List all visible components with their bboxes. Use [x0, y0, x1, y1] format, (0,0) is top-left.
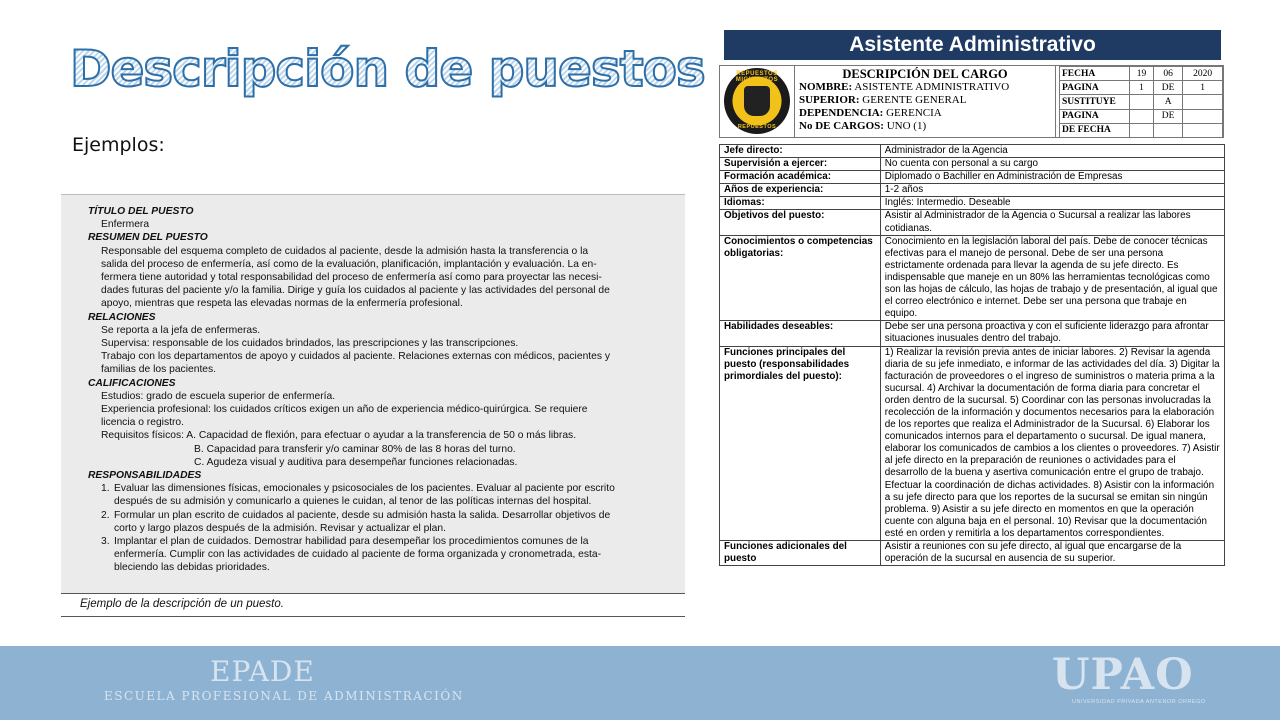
description-line: familias de los pacientes.: [101, 364, 217, 376]
job-form-table: [719, 144, 1225, 566]
description-line: dades futuras del paciente y/o la familia. Dirige y guía los cuidados al paciente y las actividades del personal de: [101, 285, 610, 297]
cargo-label: NOMBRE:: [799, 81, 853, 93]
responsibility-line: [88, 535, 665, 548]
cargo-title: DESCRIPCIÓN DEL CARGO: [842, 67, 1008, 81]
description-line: Se reporta a la jefa de enfermeras.: [101, 324, 261, 336]
cargo-line: [799, 120, 1051, 133]
form-row: [720, 321, 1225, 346]
meta-value: DE: [1154, 81, 1183, 95]
description-line: B. Capacidad para transferir y/o caminar 80% de las 8 horas del turno.: [194, 443, 516, 455]
description-line: Trabajo con los departamentos de apoyo y cuidados al paciente. Relaciones externas con médicos, pacientes y: [101, 351, 611, 363]
document-meta-table: [1059, 66, 1223, 138]
form-field-label: Funciones adicionales del puesto: [720, 541, 881, 566]
form-field-label: Funciones principales del puesto (responsabilidades primordiales del puesto):: [720, 346, 881, 541]
section-heading: RELACIONES: [88, 311, 156, 323]
description-line: Responsable del esquema completo de cuidados al paciente, desde la admisión hasta la transferencia o la: [101, 245, 589, 257]
form-field-value: 1-2 años: [880, 184, 1224, 197]
responsibility-text: Evaluar las dimensiones físicas, emocionales y psicosociales de los pacientes. Evaluar al paciente por escrito: [114, 483, 615, 495]
responsibility-line: [88, 548, 665, 561]
responsibility-text: después de su admisión y comunicarlo a quienes le cuidan, al tenor de las políticas internas del hospital.: [114, 496, 592, 508]
list-number: [101, 522, 114, 535]
meta-value: [1183, 123, 1223, 137]
form-field-label: Formación académica:: [720, 171, 881, 184]
cargo-value: UNO (1): [883, 120, 927, 132]
meta-label: PAGINA: [1060, 81, 1130, 95]
responsibility-line: [88, 495, 665, 508]
upao-logo: UPAO: [1052, 650, 1194, 700]
responsibility-text: Formular un plan escrito de cuidados al paciente, desde su admisión hasta la salida. Desarrollar objetivos de: [114, 509, 611, 521]
responsibility-line: [88, 561, 665, 574]
form-row: [720, 171, 1225, 184]
caption-divider-bottom: [61, 616, 685, 617]
meta-row: [1060, 109, 1223, 123]
meta-value: [1183, 109, 1223, 123]
cargo-summary: [794, 66, 1056, 137]
responsibility-line: [88, 509, 665, 522]
meta-value: 1: [1183, 81, 1223, 95]
meta-row: [1060, 81, 1223, 95]
form-field-value: Asistir al Administrador de la Agencia o Sucursal a realizar las labores cotidianas.: [880, 210, 1224, 235]
example-caption: Ejemplo de la descripción de un puesto.: [80, 598, 284, 610]
epade-logo: EPADE: [210, 655, 315, 688]
footer-bar: [0, 646, 1280, 720]
caption-divider-top: [61, 593, 685, 594]
description-line: fermera tiene autoridad y total responsabilidad del proceso de enfermería así como para proyectar las necesi-: [101, 272, 602, 284]
responsibility-line: [88, 522, 665, 535]
slide-subtitle: Ejemplos:: [72, 134, 165, 156]
upao-subtitle: UNIVERSIDAD PRIVADA ANTENOR ORREGO: [1072, 699, 1206, 705]
description-line: licencia o registro.: [101, 417, 184, 429]
form-field-label: Años de experiencia:: [720, 184, 881, 197]
meta-value: 2020: [1183, 67, 1223, 81]
responsibility-text: corto y largo plazos después de la admisión. Revisar y actualizar el plan.: [114, 522, 446, 534]
form-field-label: Conocimientos o competencias obligatorias:: [720, 235, 881, 321]
cargo-value: GERENTE GENERAL: [859, 94, 967, 106]
description-line: apoyo, mientras que respeta las elevadas normas de la enfermería profesional.: [101, 298, 463, 310]
cargo-label: SUPERIOR:: [799, 94, 860, 106]
meta-value: 1: [1130, 81, 1154, 95]
form-row: [720, 184, 1225, 197]
description-line: C. Agudeza visual y auditiva para desempeñar funciones relacionadas.: [194, 456, 518, 468]
description-line: Estudios: grado de escuela superior de enfermería.: [101, 390, 336, 402]
form-row: [720, 210, 1225, 235]
meta-row: [1060, 123, 1223, 137]
logo-bottom-text: REPUESTOS: [737, 124, 777, 130]
epade-subtitle: ESCUELA PROFESIONAL DE ADMINISTRACIÓN: [104, 689, 464, 703]
meta-row: [1060, 95, 1223, 109]
list-number: [101, 561, 114, 574]
form-field-label: Supervisión a ejercer:: [720, 158, 881, 171]
list-number: 3.: [101, 536, 110, 548]
form-field-value: 1) Realizar la revisión previa antes de iniciar labores. 2) Revisar la agenda diaria de su jefe inmediato, e informar de las actividades del día. 3) Digitar la facturación de proveedores o el ingreso de suministros o materia prima a la sucursal. 4) Archivar la documentación de forma diaria para concretar el orden dentro de la sucursal. 5) Coordinar con las personas involucradas la recolección de la información y documentos necesarios para la elaboración de los reportes que realiza el Administrador de la Sucursal. 6) Elaborar los comunicados internos para el departamento o sucursal. De igual manera, elaborar los comunicados de cambios a los clientes o proveedores. 7) Asistir al jefe directo en la preparación de reuniones o actividades para el desarrollo de la buena y asertiva comunicación entre el grupo de trabajo. Efectuar la coordinación de dichas actividades. 8) Asistir con la información a su jefe directo para que los reportes de la sucursal se emitan sin ningún problema. 9) Asistir a su jefe directo en momentos en que la operación cuente con alguna baja en el personal. 10) Revisar que la documentación esté en orden y remitirla a los departamentos correspondientes.: [880, 346, 1224, 541]
description-line: Requisitos físicos: A. Capacidad de flexión, para efectuar o ayudar a la transferencia de 50 o más libras.: [101, 430, 577, 442]
form-field-label: Jefe directo:: [720, 145, 881, 158]
meta-value: A: [1154, 95, 1183, 109]
form-top-section: [719, 65, 1224, 138]
form-field-label: Habilidades deseables:: [720, 321, 881, 346]
form-row: [720, 235, 1225, 321]
cargo-label: No DE CARGOS:: [799, 120, 884, 132]
meta-label: DE FECHA: [1060, 123, 1130, 137]
description-line: Experiencia profesional: los cuidados críticos exigen un año de experiencia médico-quirúrgica. Se requiere: [101, 404, 588, 416]
meta-value: [1130, 123, 1154, 137]
form-field-value: Debe ser una persona proactiva y con el suficiente liderazgo para afrontar situaciones inusuales dentro del trabajo.: [880, 321, 1224, 346]
meta-value: 19: [1130, 67, 1154, 81]
company-logo: [724, 68, 790, 134]
meta-label: SUSTITUYE: [1060, 95, 1130, 109]
form-row: [720, 158, 1225, 171]
cargo-line: [799, 81, 1051, 94]
form-field-label: Idiomas:: [720, 197, 881, 210]
meta-value: 06: [1154, 67, 1183, 81]
piston-icon: [744, 86, 770, 116]
form-header: Asistente Administrativo: [724, 30, 1221, 60]
meta-value: [1130, 109, 1154, 123]
form-row: [720, 346, 1225, 541]
description-line: salida del proceso de enfermería, así como de la evaluación, planificación, implantación y evaluación. La en-: [101, 258, 597, 270]
description-line: Supervisa: responsable de los cuidados brindados, las prescripciones y las transcripciones.: [101, 338, 519, 350]
meta-value: [1130, 95, 1154, 109]
meta-label: PAGINA: [1060, 109, 1130, 123]
list-number: [101, 495, 114, 508]
meta-label: FECHA: [1060, 67, 1130, 81]
meta-value: DE: [1154, 109, 1183, 123]
section-heading: RESUMEN DEL PUESTO: [88, 232, 208, 244]
form-field-value: Administrador de la Agencia: [880, 145, 1224, 158]
form-field-value: Asistir a reuniones con su jefe directo, al igual que encargarse de la operación de la sucursal en ausencia de su superior.: [880, 541, 1224, 566]
responsibility-line: [88, 482, 665, 495]
list-number: 1.: [101, 483, 110, 495]
meta-value: [1183, 95, 1223, 109]
cargo-value: ASISTENTE ADMINISTRATIVO: [852, 81, 1010, 93]
description-line: Enfermera: [101, 219, 150, 231]
cargo-line: [799, 94, 1051, 107]
responsibility-text: enfermería. Cumplir con las actividades de cuidado al paciente de forma organizada y cronometrada, esta-: [114, 549, 602, 561]
list-number: [101, 548, 114, 561]
form-row: [720, 197, 1225, 210]
form-row: [720, 541, 1225, 566]
form-field-value: Diplomado o Bachiller en Administración de Empresas: [880, 171, 1224, 184]
section-heading: CALIFICACIONES: [88, 377, 176, 389]
section-heading: TÍTULO DEL PUESTO: [88, 206, 194, 217]
cargo-label: DEPENDENCIA:: [799, 107, 884, 119]
logo-top-text: REPUESTOS MIGUELITOS: [735, 71, 779, 83]
form-field-value: No cuenta con personal a su cargo: [880, 158, 1224, 171]
responsibility-text: bleciendo las debidas prioridades.: [114, 562, 270, 574]
job-description-example: [61, 194, 685, 593]
form-field-value: Inglés: Intermedio. Deseable: [880, 197, 1224, 210]
section-heading: RESPONSABILIDADES: [88, 470, 202, 482]
meta-value: [1154, 123, 1183, 137]
meta-row: [1060, 67, 1223, 81]
cargo-value: GERENCIA: [883, 107, 942, 119]
form-field-value: Conocimiento en la legislación laboral del país. Debe de conocer técnicas efectivas para el manejo de personal. Debe de ser una persona estrictamente ordenada para llevar la agenda de su jefe directo. Es indispensable que maneje en un 80% las herramientas tecnológicas como son las hojas de cálculo, las hojas de trabajo y de presentación, al igual que el correo electrónico e internet. Debe ser una persona que trabaje en equipo.: [880, 235, 1224, 321]
responsibility-text: Implantar el plan de cuidados. Demostrar habilidad para desempeñar los procedimientos comunes de la: [114, 536, 589, 548]
slide-title: Descripción de puestos: [70, 40, 705, 98]
cargo-line: [799, 107, 1051, 120]
list-number: 2.: [101, 509, 110, 521]
form-field-label: Objetivos del puesto:: [720, 210, 881, 235]
form-row: [720, 145, 1225, 158]
